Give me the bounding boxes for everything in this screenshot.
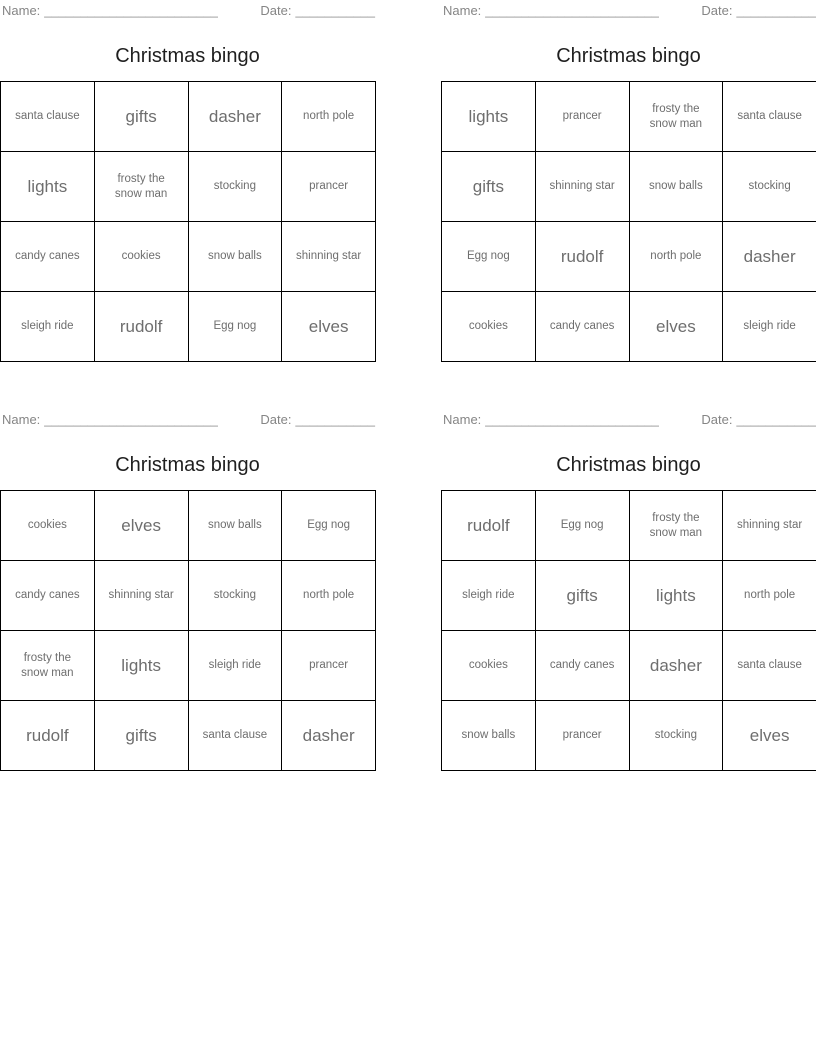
bingo-cell: santa clause	[188, 701, 282, 771]
bingo-cell: lights	[629, 561, 723, 631]
bingo-cell: Egg nog	[442, 222, 536, 292]
bingo-cell: santa clause	[1, 82, 95, 152]
card-title: Christmas bingo	[556, 454, 701, 476]
bingo-row	[1, 561, 376, 631]
card-title: Christmas bingo	[115, 45, 260, 67]
bingo-cell: stocking	[629, 701, 723, 771]
bingo-cell: stocking	[723, 152, 816, 222]
bingo-card-top-right	[441, 0, 816, 362]
bingo-cell: cookies	[442, 292, 536, 362]
bingo-cell: rudolf	[1, 701, 95, 771]
bingo-cell: stocking	[188, 152, 282, 222]
bingo-cell: frosty the snow man	[1, 631, 95, 701]
bingo-cell: Egg nog	[282, 491, 376, 561]
bingo-cell: stocking	[188, 561, 282, 631]
date-blank-line: ___________	[295, 3, 375, 18]
bingo-cell: gifts	[94, 701, 188, 771]
date-field	[260, 412, 375, 427]
bingo-card-bottom-right	[441, 409, 816, 771]
bingo-cell: shinning star	[535, 152, 629, 222]
bingo-grid	[0, 490, 376, 771]
bingo-row	[442, 152, 816, 222]
name-field	[443, 412, 659, 427]
bingo-cell: shinning star	[282, 222, 376, 292]
bingo-cell: elves	[723, 701, 816, 771]
bingo-cell: north pole	[282, 82, 376, 152]
bingo-row	[442, 561, 816, 631]
bingo-cell: gifts	[94, 82, 188, 152]
bingo-cell: snow balls	[188, 491, 282, 561]
bingo-cell: rudolf	[535, 222, 629, 292]
bingo-row	[442, 222, 816, 292]
bingo-cell: Egg nog	[535, 491, 629, 561]
date-label: Date:	[701, 412, 733, 427]
bingo-cell: sleigh ride	[723, 292, 816, 362]
bingo-row	[1, 292, 376, 362]
bingo-cell: prancer	[535, 82, 629, 152]
bingo-cell: dasher	[723, 222, 816, 292]
bingo-cell: sleigh ride	[188, 631, 282, 701]
date-label: Date:	[260, 3, 292, 18]
bingo-cell: snow balls	[629, 152, 723, 222]
bingo-cell: elves	[94, 491, 188, 561]
bingo-row	[442, 491, 816, 561]
name-field	[2, 3, 218, 18]
bingo-cell: dasher	[282, 701, 376, 771]
bingo-row	[1, 631, 376, 701]
bingo-cell: lights	[94, 631, 188, 701]
name-field	[2, 412, 218, 427]
card-header	[0, 3, 375, 18]
bingo-row	[442, 631, 816, 701]
date-field	[701, 412, 816, 427]
bingo-cell: gifts	[442, 152, 536, 222]
bingo-cell: north pole	[629, 222, 723, 292]
name-blank-line: ________________________	[485, 3, 659, 18]
date-blank-line: ___________	[736, 412, 816, 427]
bingo-cell: dasher	[188, 82, 282, 152]
bingo-cell: Egg nog	[188, 292, 282, 362]
card-title: Christmas bingo	[115, 454, 260, 476]
date-label: Date:	[260, 412, 292, 427]
bingo-grid	[441, 490, 816, 771]
date-blank-line: ___________	[295, 412, 375, 427]
name-label: Name:	[443, 412, 482, 427]
card-title: Christmas bingo	[556, 45, 701, 67]
bingo-cell: prancer	[282, 152, 376, 222]
bingo-cell: rudolf	[442, 491, 536, 561]
bingo-cell: shinning star	[94, 561, 188, 631]
bingo-cell: rudolf	[94, 292, 188, 362]
bingo-cell: lights	[442, 82, 536, 152]
bingo-cell: lights	[1, 152, 95, 222]
date-blank-line: ___________	[736, 3, 816, 18]
bingo-cell: sleigh ride	[442, 561, 536, 631]
bingo-cell: cookies	[1, 491, 95, 561]
bingo-row	[442, 292, 816, 362]
bingo-cell: cookies	[94, 222, 188, 292]
bingo-row	[442, 82, 816, 152]
bingo-cell: north pole	[282, 561, 376, 631]
bingo-cell: elves	[629, 292, 723, 362]
name-blank-line: ________________________	[44, 412, 218, 427]
bingo-cell: santa clause	[723, 82, 816, 152]
name-label: Name:	[2, 3, 41, 18]
bingo-row	[1, 222, 376, 292]
bingo-cell: santa clause	[723, 631, 816, 701]
name-blank-line: ________________________	[485, 412, 659, 427]
bingo-card-top-left	[0, 0, 375, 362]
date-field	[260, 3, 375, 18]
name-label: Name:	[2, 412, 41, 427]
bingo-cell: prancer	[282, 631, 376, 701]
bingo-row	[442, 701, 816, 771]
bingo-cell: dasher	[629, 631, 723, 701]
bingo-cell: candy canes	[1, 222, 95, 292]
bingo-cell: prancer	[535, 701, 629, 771]
bingo-cell: sleigh ride	[1, 292, 95, 362]
bingo-cell: snow balls	[442, 701, 536, 771]
bingo-cell: snow balls	[188, 222, 282, 292]
name-blank-line: ________________________	[44, 3, 218, 18]
bingo-cell: frosty the snow man	[629, 82, 723, 152]
card-header	[0, 412, 375, 427]
bingo-grid	[0, 81, 376, 362]
bingo-row	[1, 701, 376, 771]
bingo-row	[1, 82, 376, 152]
bingo-cell: cookies	[442, 631, 536, 701]
bingo-cell: candy canes	[535, 631, 629, 701]
bingo-row	[1, 152, 376, 222]
date-field	[701, 3, 816, 18]
name-label: Name:	[443, 3, 482, 18]
bingo-cell: shinning star	[723, 491, 816, 561]
bingo-row	[1, 491, 376, 561]
bingo-card-bottom-left	[0, 409, 375, 771]
bingo-cell: candy canes	[1, 561, 95, 631]
bingo-cell: frosty the snow man	[629, 491, 723, 561]
bingo-cell: north pole	[723, 561, 816, 631]
card-header	[441, 3, 816, 18]
card-header	[441, 412, 816, 427]
bingo-cell: elves	[282, 292, 376, 362]
bingo-grid	[441, 81, 816, 362]
date-label: Date:	[701, 3, 733, 18]
name-field	[443, 3, 659, 18]
bingo-cell: candy canes	[535, 292, 629, 362]
bingo-cell: frosty the snow man	[94, 152, 188, 222]
bingo-cell: gifts	[535, 561, 629, 631]
